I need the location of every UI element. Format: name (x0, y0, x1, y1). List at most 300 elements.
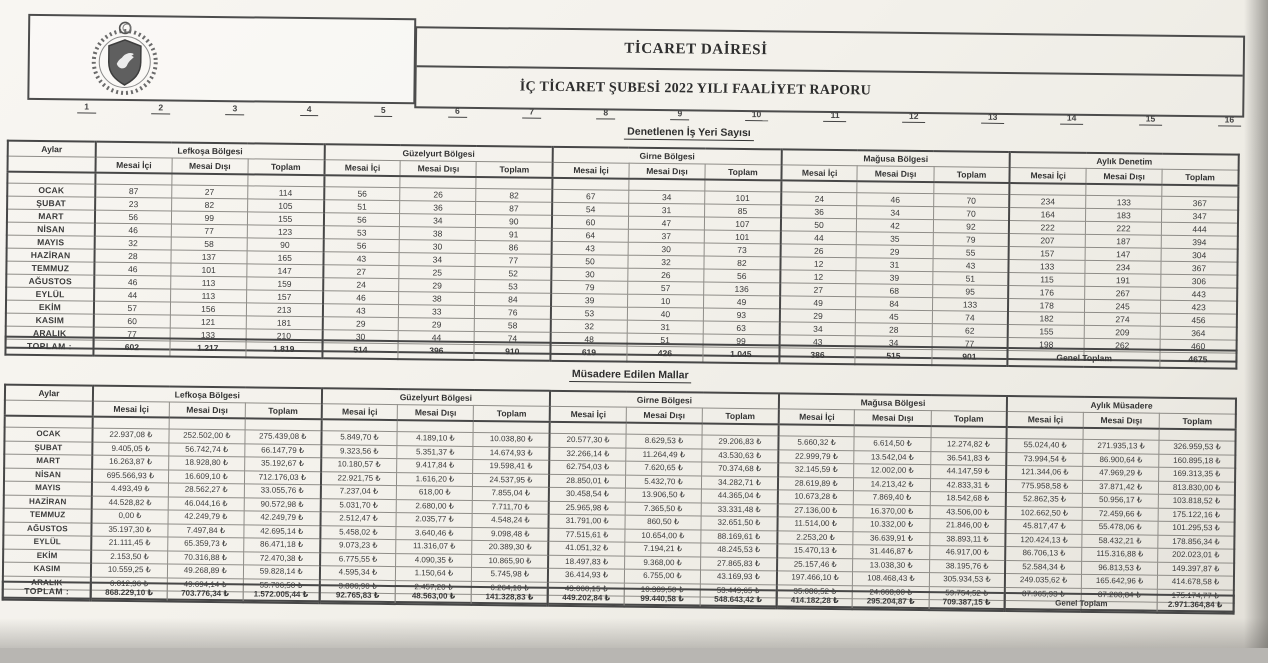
month-label: AĞUSTOS (3, 522, 91, 536)
data-cell: 87.208,84 ₺ (1081, 588, 1157, 602)
month-label: EYLÜL (6, 287, 94, 301)
inspections-table (4, 140, 1239, 363)
data-cell: 48.245,53 ₺ (701, 543, 777, 557)
data-cell: 38 (399, 292, 475, 306)
data-cell: 77.515,61 ₺ (549, 528, 625, 542)
data-cell: 77 (932, 337, 1008, 351)
data-cell: 115 (1009, 273, 1085, 287)
total-cell: 426 (627, 344, 703, 363)
data-cell: 56 (324, 187, 400, 201)
data-cell: 101 (705, 191, 781, 205)
month-label: AĞUSTOS (6, 274, 94, 288)
data-cell: 133 (170, 328, 246, 342)
data-cell: 77 (475, 253, 551, 267)
data-cell: 72.470,38 ₺ (243, 551, 319, 565)
data-cell: 56 (323, 239, 399, 253)
data-cell: 25 (399, 266, 475, 280)
data-cell: 5.351,37 ₺ (397, 445, 473, 459)
data-cell: 101 (704, 230, 780, 244)
data-cell: 178.856,34 ₺ (1158, 535, 1234, 549)
data-cell: 42.249,79 ₺ (244, 511, 320, 525)
data-cell: 22.999,79 ₺ (778, 449, 854, 463)
col-header: Mesai Dışı (1083, 412, 1159, 428)
data-cell: 77 (171, 224, 247, 238)
data-cell: 64 (552, 228, 628, 242)
data-cell: 55.478,06 ₺ (1082, 520, 1158, 534)
data-cell: 43 (552, 241, 628, 255)
data-cell: 56.742,74 ₺ (168, 442, 244, 456)
data-cell: 31.446,87 ₺ (853, 545, 929, 559)
data-cell: 198 (1008, 338, 1084, 352)
data-cell: 9.098,48 ₺ (472, 527, 548, 541)
data-cell: 29 (322, 317, 398, 331)
data-cell: 18.928,80 ₺ (168, 456, 244, 470)
data-cell: 813.830,00 ₺ (1159, 481, 1235, 495)
data-cell: 7.237,04 ₺ (320, 485, 396, 499)
data-cell: 252.502,00 ₺ (169, 429, 245, 443)
data-cell: 414.678,58 ₺ (1158, 575, 1234, 589)
total-cell: 619 (551, 343, 627, 362)
data-cell: 31 (628, 203, 704, 217)
data-cell: 2.153,50 ₺ (91, 550, 167, 564)
data-cell: 35.086,52 ₺ (776, 584, 852, 598)
data-cell: 27 (780, 283, 856, 297)
data-cell: 79 (551, 280, 627, 294)
month-label: ARALIK (3, 576, 91, 590)
data-cell: 25.157,46 ₺ (777, 557, 853, 571)
data-cell: 6.614,50 ₺ (854, 437, 930, 451)
data-cell: 31.791,00 ₺ (549, 514, 625, 528)
data-cell: 38.195,76 ₺ (929, 559, 1005, 573)
data-cell: 24.668,00 ₺ (853, 585, 929, 599)
col-header: Toplam (245, 403, 321, 419)
data-cell: 5.745,98 ₺ (472, 567, 548, 581)
data-cell: 35.192,67 ₺ (245, 457, 321, 471)
data-cell: 133 (1009, 260, 1085, 274)
data-cell: 72.459,66 ₺ (1082, 507, 1158, 521)
month-label: NİSAN (4, 468, 92, 482)
data-cell: 11.514,00 ₺ (777, 517, 853, 531)
data-cell: 182 (1008, 312, 1084, 326)
data-cell: 18.542,68 ₺ (930, 492, 1006, 506)
data-cell: 53 (475, 279, 551, 293)
data-cell: 49.268,89 ₺ (167, 564, 243, 578)
data-cell: 9.368,00 ₺ (624, 556, 700, 570)
ruler-number: 4 (300, 104, 319, 116)
data-cell: 36 (781, 205, 857, 219)
data-cell: 76 (475, 305, 551, 319)
region-header: Girne Bölgesi (553, 147, 782, 165)
data-cell: 46 (857, 193, 933, 207)
col-header: Mesai İçi (778, 409, 854, 425)
data-cell: 10.389,50 ₺ (624, 583, 700, 597)
data-cell: 169.313,35 ₺ (1159, 467, 1235, 481)
data-cell: 36.639,91 ₺ (853, 531, 929, 545)
data-cell: 267 (1085, 286, 1161, 300)
data-cell: 15.470,13 ₺ (777, 544, 853, 558)
data-cell: 31 (856, 258, 932, 272)
ruler-number: 5 (374, 105, 393, 117)
data-cell: 96.813,53 ₺ (1082, 561, 1158, 575)
data-cell: 55.024,40 ₺ (1007, 438, 1083, 452)
data-cell: 74 (475, 331, 551, 345)
data-cell: 25.965,98 ₺ (549, 501, 625, 515)
month-label: NİSAN (7, 222, 95, 236)
col-header: Toplam (1162, 169, 1238, 185)
data-cell: 56 (704, 269, 780, 283)
data-cell: 39 (551, 293, 627, 307)
total-cell: 48.563,00 ₺ (395, 586, 471, 605)
data-cell: 2.035,77 ₺ (396, 513, 472, 527)
data-cell: 90.572,98 ₺ (244, 497, 320, 511)
data-cell: 191 (1085, 273, 1161, 287)
total-cell: 515 (855, 346, 931, 365)
data-cell: 84 (856, 297, 932, 311)
data-cell: 87.965,93 ₺ (1005, 587, 1081, 601)
aylar-header: Aylar (5, 385, 93, 401)
total-cell: 295.204,87 ₺ (852, 591, 928, 610)
data-cell: 31 (627, 320, 703, 334)
data-cell: 113 (170, 289, 246, 303)
data-cell: 28.850,01 ₺ (549, 474, 625, 488)
data-cell: 22.921,75 ₺ (321, 471, 397, 485)
data-cell: 42.695,14 ₺ (244, 524, 320, 538)
col-header: Mesai Dışı (855, 410, 931, 426)
data-cell: 34 (400, 214, 476, 228)
data-cell: 136 (704, 282, 780, 296)
data-cell: 46 (323, 291, 399, 305)
total-cell: 141.328,83 ₺ (472, 587, 548, 606)
data-cell: 28.619,89 ₺ (778, 476, 854, 490)
data-cell: 364 (1160, 326, 1236, 340)
data-cell: 305.934,53 ₺ (929, 573, 1005, 587)
data-cell: 43.506,00 ₺ (930, 505, 1006, 519)
data-cell: 99 (703, 334, 779, 348)
state-emblem-icon (81, 19, 168, 98)
data-cell: 120.424,13 ₺ (1006, 533, 1082, 547)
data-cell: 62 (932, 324, 1008, 338)
table2-title-text: Müsadere Edilen Mallar (569, 368, 692, 383)
data-cell: 34 (779, 322, 855, 336)
data-cell: 95 (932, 285, 1008, 299)
genel-toplam-label: Genel Toplam (1005, 593, 1158, 613)
data-cell: 9.323,56 ₺ (321, 444, 397, 458)
data-cell: 84 (475, 292, 551, 306)
col-header: Mesai Dışı (857, 166, 933, 182)
month-label: TEMMUZ (4, 508, 92, 522)
data-cell: 165 (247, 251, 323, 265)
data-cell: 33.331,48 ₺ (701, 503, 777, 517)
region-header: Güzelyurt Bölgesi (324, 144, 553, 162)
data-cell: 157 (1009, 247, 1085, 261)
data-cell: 70.374,68 ₺ (702, 462, 778, 476)
data-cell: 245 (1085, 299, 1161, 313)
total-cell: 602 (93, 338, 169, 357)
aylar-header: Aylar (8, 141, 96, 157)
ruler-number: 8 (596, 107, 615, 119)
data-cell: 70 (933, 207, 1009, 221)
data-cell: 60 (94, 314, 170, 328)
ruler-number: 1 (77, 101, 96, 113)
data-cell: 54 (552, 202, 628, 216)
data-cell: 347 (1162, 209, 1238, 223)
data-cell: 108.468,43 ₺ (853, 572, 929, 586)
data-cell: 20.389,30 ₺ (472, 540, 548, 554)
ruler-number: 7 (522, 106, 541, 118)
data-cell: 51 (324, 200, 400, 214)
data-cell: 86.900,64 ₺ (1083, 453, 1159, 467)
month-label: KASIM (3, 562, 91, 576)
data-cell: 57 (94, 301, 170, 315)
region-header: Aylık Denetim (1010, 152, 1239, 170)
data-cell: 43.530,63 ₺ (702, 449, 778, 463)
data-cell: 157 (246, 290, 322, 304)
data-cell: 82 (171, 198, 247, 212)
data-cell: 13.038,30 ₺ (853, 558, 929, 572)
data-cell: 35.197,30 ₺ (91, 523, 167, 537)
ruler-number: 13 (981, 112, 1005, 124)
data-cell: 13.542,04 ₺ (854, 450, 930, 464)
data-cell: 32.651,50 ₺ (701, 516, 777, 530)
data-cell: 13.906,50 ₺ (625, 488, 701, 502)
col-header: Mesai Dışı (172, 158, 248, 174)
data-cell: 28 (94, 249, 170, 263)
data-cell: 4.189,10 ₺ (397, 432, 473, 446)
data-cell: 5.432,70 ₺ (625, 475, 701, 489)
data-cell: 91 (476, 227, 552, 241)
data-cell: 4.493,49 ₺ (92, 482, 168, 496)
data-cell: 30 (322, 330, 398, 344)
data-cell: 275.439,08 ₺ (245, 430, 321, 444)
data-cell: 46 (94, 275, 170, 289)
data-cell: 92 (933, 220, 1009, 234)
data-cell: 5.031,70 ₺ (320, 498, 396, 512)
data-cell: 7.194,21 ₺ (625, 542, 701, 556)
data-cell: 271.935,13 ₺ (1083, 439, 1159, 453)
data-cell: 113 (170, 276, 246, 290)
data-cell: 60 (552, 215, 628, 229)
total-cell: 514 (322, 340, 398, 359)
data-cell: 27 (323, 265, 399, 279)
data-cell: 2.512,47 ₺ (320, 512, 396, 526)
data-cell: 33 (399, 305, 475, 319)
month-label: EKİM (3, 549, 91, 563)
data-cell: 16.263,87 ₺ (92, 455, 168, 469)
data-cell: 86 (476, 240, 552, 254)
region-header: Aylık Müsadere (1007, 396, 1236, 414)
data-cell: 103.818,52 ₺ (1158, 494, 1234, 508)
data-cell: 44 (780, 231, 856, 245)
data-cell: 65.359,73 ₺ (167, 537, 243, 551)
data-cell: 32 (95, 236, 171, 250)
data-cell: 28.562,27 ₺ (168, 483, 244, 497)
table1-title-text: Denetlenen İş Yeri Sayısı (624, 126, 754, 141)
data-cell: 47 (628, 216, 704, 230)
month-label: HAZİRAN (6, 248, 94, 262)
data-cell: 30 (628, 242, 704, 256)
data-cell: 30 (551, 267, 627, 281)
data-cell: 210 (246, 329, 322, 343)
month-label: MART (4, 454, 92, 468)
data-cell: 42.833,31 ₺ (930, 478, 1006, 492)
data-cell: 66.147,79 ₺ (245, 443, 321, 457)
data-cell: 41.051,32 ₺ (548, 541, 624, 555)
total-cell: 99.440,58 ₺ (624, 589, 700, 608)
data-cell: 26 (400, 188, 476, 202)
data-cell: 46.044,16 ₺ (168, 496, 244, 510)
genel-toplam-value: 2.971.364,84 ₺ (1157, 595, 1233, 614)
data-cell: 48 (551, 332, 627, 346)
col-header: Mesai Dışı (169, 402, 245, 418)
data-cell: 42 (857, 219, 933, 233)
data-cell: 30 (399, 240, 475, 254)
data-cell: 460 (1160, 339, 1236, 353)
data-cell: 56 (95, 210, 171, 224)
data-cell: 147 (1085, 247, 1161, 261)
data-cell: 10.038,80 ₺ (473, 432, 549, 446)
month-label: OCAK (7, 183, 95, 197)
data-cell: 164 (1009, 208, 1085, 222)
total-cell: 92.765,83 ₺ (319, 585, 395, 604)
data-cell: 618,00 ₺ (397, 486, 473, 500)
data-cell: 159 (247, 277, 323, 291)
data-cell: 46 (94, 262, 170, 276)
data-cell: 44 (398, 331, 474, 345)
total-cell: 396 (398, 341, 474, 360)
data-cell: 6.775,55 ₺ (320, 552, 396, 566)
data-cell: 155 (1008, 325, 1084, 339)
data-cell: 149.397,87 ₺ (1158, 562, 1234, 576)
data-cell: 12 (780, 270, 856, 284)
col-header: Toplam (1159, 413, 1235, 429)
total-cell: 414.182,28 ₺ (776, 590, 852, 609)
data-cell: 73.994,54 ₺ (1007, 452, 1083, 466)
data-cell: 40 (627, 307, 703, 321)
data-cell: 70 (933, 194, 1009, 208)
col-header: Mesai Dışı (626, 407, 702, 423)
total-cell: 703.776,34 ₺ (167, 583, 243, 602)
data-cell: 423 (1161, 300, 1237, 314)
month-label: KASIM (6, 313, 94, 327)
data-cell: 178 (1008, 299, 1084, 313)
data-cell: 32 (628, 255, 704, 269)
region-header: Lefkoşa Bölgesi (93, 386, 322, 404)
logo-box (27, 14, 416, 104)
data-cell: 58 (171, 237, 247, 251)
data-cell: 21.111,45 ₺ (91, 536, 167, 550)
data-cell: 7.620,65 ₺ (625, 461, 701, 475)
data-cell: 712.176,03 ₺ (244, 470, 320, 484)
col-header: Mesai İçi (553, 162, 629, 178)
document-title: TİCARET DAİRESİ (417, 28, 1243, 76)
data-cell: 88.169,61 ₺ (701, 530, 777, 544)
data-cell: 55.706,50 ₺ (243, 578, 319, 592)
data-cell: 6.264,10 ₺ (472, 581, 548, 595)
data-cell: 36.414,93 ₺ (548, 568, 624, 582)
data-cell: 10.180,57 ₺ (321, 458, 397, 472)
data-cell: 86.706,13 ₺ (1006, 546, 1082, 560)
data-cell: 29 (399, 318, 475, 332)
data-cell: 45 (856, 310, 932, 324)
data-cell: 860,50 ₺ (625, 515, 701, 529)
data-cell: 187 (1085, 234, 1161, 248)
month-label: ŞUBAT (4, 441, 92, 455)
data-cell: 70.316,88 ₺ (167, 550, 243, 564)
toplam-label: TOPLAM : (5, 337, 93, 356)
data-cell: 3.640,46 ₺ (396, 526, 472, 540)
data-cell: 49 (780, 296, 856, 310)
confiscations-table (2, 384, 1237, 613)
data-cell: 43 (323, 252, 399, 266)
data-cell: 59.828,14 ₺ (243, 565, 319, 579)
data-cell: 7.855,04 ₺ (473, 486, 549, 500)
data-cell: 304 (1161, 248, 1237, 262)
data-cell: 5.849,70 ₺ (321, 431, 397, 445)
month-label: OCAK (4, 427, 92, 441)
data-cell: 209 (1084, 325, 1160, 339)
data-cell: 37.871,42 ₺ (1082, 480, 1158, 494)
ruler-number: 2 (151, 102, 170, 114)
data-cell: 43 (322, 304, 398, 318)
data-cell: 34 (629, 190, 705, 204)
total-cell: 1.045 (703, 345, 779, 364)
data-cell: 123 (247, 225, 323, 239)
data-cell: 14.674,93 ₺ (473, 446, 549, 460)
data-cell: 9.417,84 ₺ (397, 459, 473, 473)
data-cell: 207 (1009, 234, 1085, 248)
total-cell: 1.819 (246, 339, 322, 358)
ruler-number: 14 (1060, 113, 1084, 125)
data-cell: 45.817,47 ₺ (1006, 519, 1082, 533)
data-cell: 26 (628, 268, 704, 282)
data-cell: 12.274,82 ₺ (931, 438, 1007, 452)
month-label: TEMMUZ (6, 261, 94, 275)
ruler-number: 16 (1218, 114, 1242, 126)
region-header: Güzelyurt Bölgesi (321, 388, 550, 406)
data-cell: 14.213,42 ₺ (854, 477, 930, 491)
total-cell: 901 (931, 347, 1007, 366)
data-cell: 39 (856, 271, 932, 285)
total-cell: 449.202,84 ₺ (548, 588, 624, 607)
data-cell: 74 (932, 311, 1008, 325)
data-cell: 30.458,54 ₺ (549, 487, 625, 501)
total-cell: 1.572.005,44 ₺ (243, 584, 319, 603)
data-cell: 3.806,90 ₺ (319, 579, 395, 593)
data-cell: 86.471,18 ₺ (244, 538, 320, 552)
data-cell: 175.122,16 ₺ (1158, 508, 1234, 522)
data-cell: 202.023,01 ₺ (1158, 548, 1234, 562)
data-cell: 43.060,15 ₺ (548, 582, 624, 596)
data-cell: 34.282,71 ₺ (702, 476, 778, 490)
data-cell: 114 (248, 186, 324, 200)
data-cell: 165.642,96 ₺ (1081, 574, 1157, 588)
data-cell: 38.893,11 ₺ (929, 532, 1005, 546)
data-cell: 53 (551, 306, 627, 320)
data-cell: 10.654,00 ₺ (625, 529, 701, 543)
col-header: Mesai İçi (93, 401, 169, 417)
data-cell: 50.956,17 ₺ (1082, 493, 1158, 507)
data-cell: 23 (95, 197, 171, 211)
month-label: MART (7, 209, 95, 223)
data-cell: 26 (780, 244, 856, 258)
ruler-number: 10 (745, 109, 769, 121)
data-cell: 42.249,79 ₺ (168, 510, 244, 524)
data-cell: 67 (552, 189, 628, 203)
ruler-number: 15 (1139, 113, 1163, 125)
data-cell: 24.537,95 ₺ (473, 473, 549, 487)
data-cell: 44.365,04 ₺ (701, 489, 777, 503)
data-cell: 9.073,23 ₺ (320, 539, 396, 553)
